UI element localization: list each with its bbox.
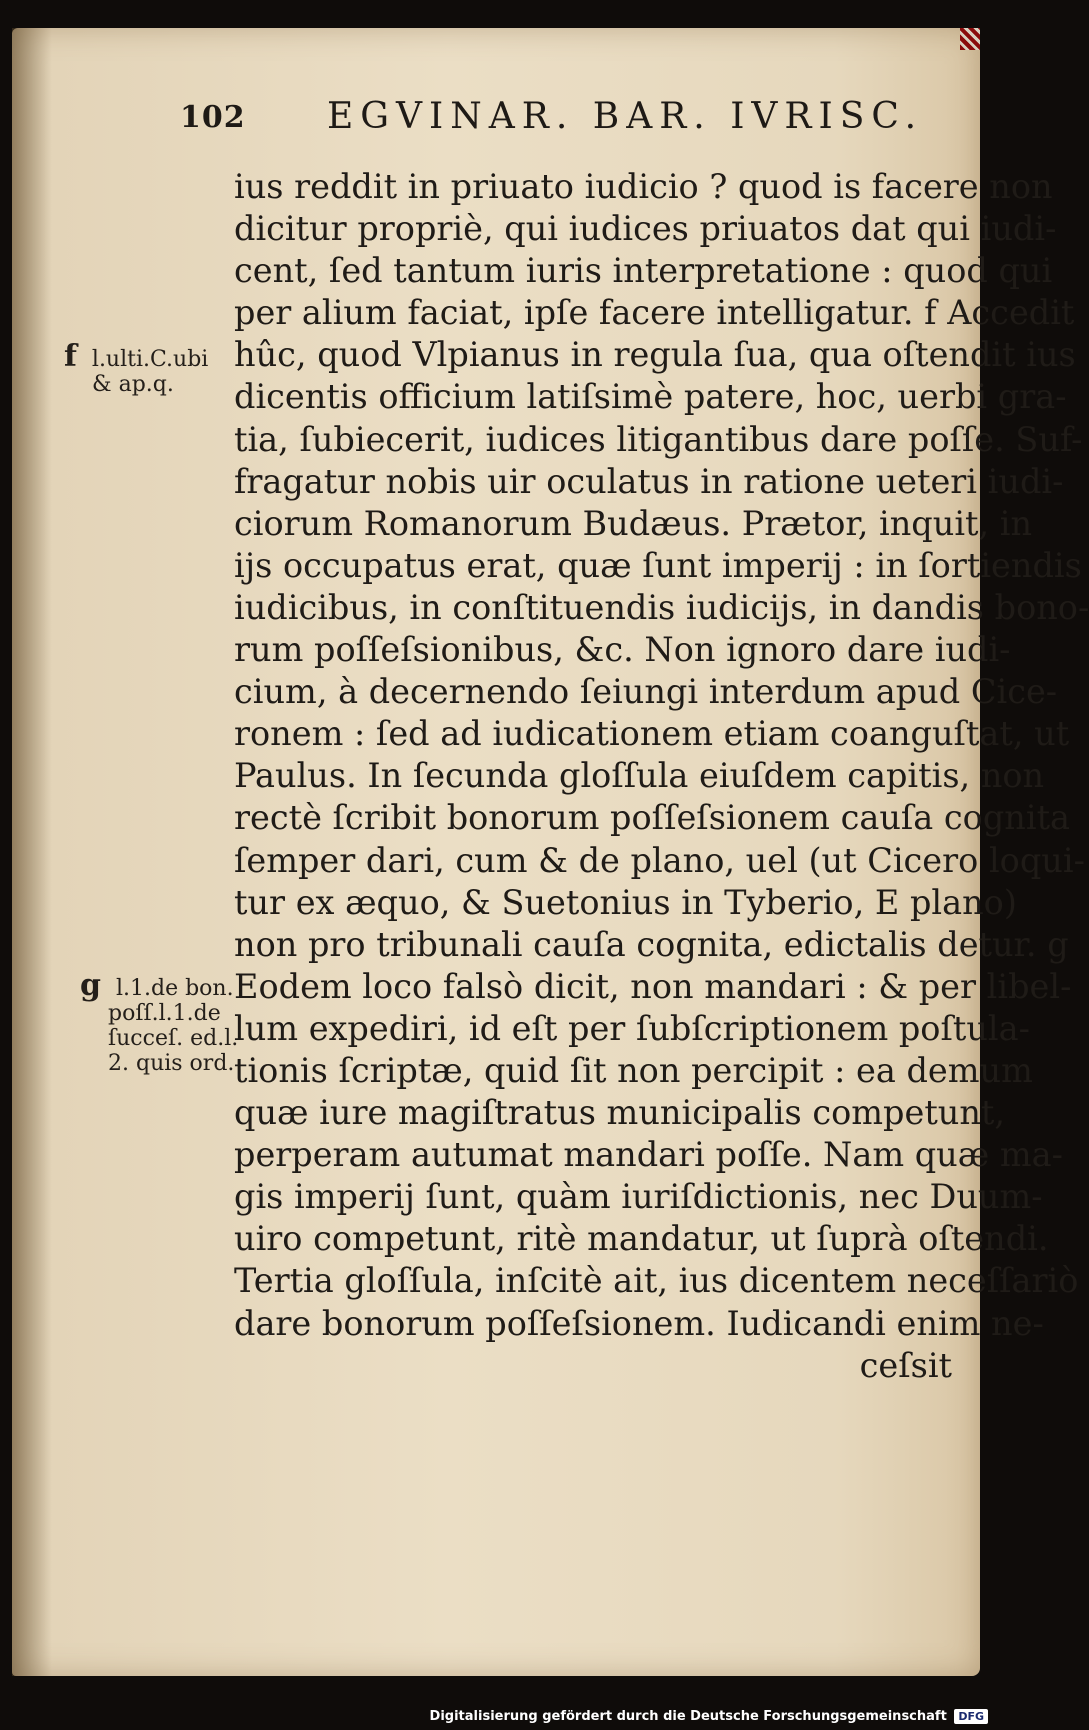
body-line: gis imperij ſunt, quàm iuriſdictionis, nec Duum- [234,1177,1043,1217]
running-head: EGVINAR. BAR. IVRISC. [327,96,924,137]
body-line: dare bonorum poſſeſsionem. Iudicandi enim ne- [234,1303,1044,1343]
body-line: rum poſſeſsionibus, &c. Non ignoro dare iudi- [234,630,1011,670]
page-number: 102 [180,100,246,135]
marginal-note-line: l.ulti.C.ubi [91,347,209,372]
marginal-note-line: & ap.q. [92,372,174,397]
marginal-note-line: poſſ.l.1.de [108,1001,221,1026]
body-line: perperam autumat mandari poſſe. Nam quæ ma- [234,1135,1063,1175]
marginal-note-g [80,968,240,1076]
page-edge-marker [960,28,980,50]
book-page [12,28,1089,1676]
body-line: tionis ſcriptæ, quid ſit non percipit : ea demum [234,1050,1033,1090]
digitization-credit [430,1709,988,1724]
body-line: lum expediri, id eſt per ſubſcriptionem poſtula- [234,1008,1030,1048]
body-line: rectè ſcribit bonorum poſſeſsionem cauſa cognita [234,798,1071,838]
body-line: hûc, quod Vlpianus in regula ſua, qua oſtendit ius [234,335,1076,375]
body-line: cium, à decernendo ſeiungi interdum apud Cice- [234,672,1058,712]
body-line: quæ iure magiſtratus municipalis competunt, [234,1093,1006,1133]
marginal-note-f [64,339,234,397]
body-line: ciorum Romanorum Budæus. Prætor, inquit, in [234,503,1033,543]
body-line: Paulus. In ſecunda gloſſula eiuſdem capitis, non [234,756,1045,796]
body-line: iudicibus, in conſtituendis iudicijs, in dandis bono- [234,587,1089,627]
body-line: non pro tribunali cauſa cognita, edictalis detur. g [234,924,1069,964]
marginal-note-letter: f [64,339,77,374]
page-header [162,90,962,150]
marginal-note-line: l.1.de bon. [115,976,234,1001]
body-text [234,166,1089,1387]
body-line: cent, ſed tantum iuris interpretatione : quod qui [234,251,1053,291]
body-line: ius reddit in priuato iudicio ? quod is facere non [234,167,1053,206]
body-line: per alium faciat, ipſe facere intelligatur. f Accedit [234,293,1075,333]
catchword: ceſsit [859,1345,952,1385]
body-line: fragatur nobis uir oculatus in ratione ueteri iudi- [234,461,1064,501]
body-line: ſemper dari, cum & de plano, uel (ut Cicero loqui- [234,840,1085,880]
body-line: Tertia gloſſula, inſcitè ait, ius dicentem neceſſariò [234,1261,1079,1301]
body-line: dicentis officium latiſsimè patere, hoc, uerbi gra- [234,377,1067,417]
body-line: uiro competunt, ritè mandatur, ut ſuprà oſtendi. [234,1219,1049,1259]
marginal-note-line: ſucceſ. ed.l. [108,1026,239,1051]
body-line: tur ex æquo, & Suetonius in Tyberio, E plano) [234,882,1017,922]
body-line: tia, ſubiecerit, iudices litigantibus dare poſſe. Suf- [234,419,1083,459]
credit-text: Digitalisierung gefördert durch die Deutsche Forschungsgemeinschaft [429,1709,947,1724]
body-line: ijs occupatus erat, quæ ſunt imperij : in ſortiendis [234,545,1082,585]
dfg-logo: DFG [954,1709,988,1724]
body-line: Eodem loco falsò dicit, non mandari : & per libel- [234,966,1072,1006]
body-line: ronem : ſed ad iudicationem etiam coanguſtat, ut [234,714,1070,754]
marginal-note-line: 2. quis ord. [108,1051,235,1076]
body-line: dicitur propriè, qui iudices priuatos dat qui iudi- [234,209,1057,249]
marginal-note-letter: g [80,968,101,1003]
